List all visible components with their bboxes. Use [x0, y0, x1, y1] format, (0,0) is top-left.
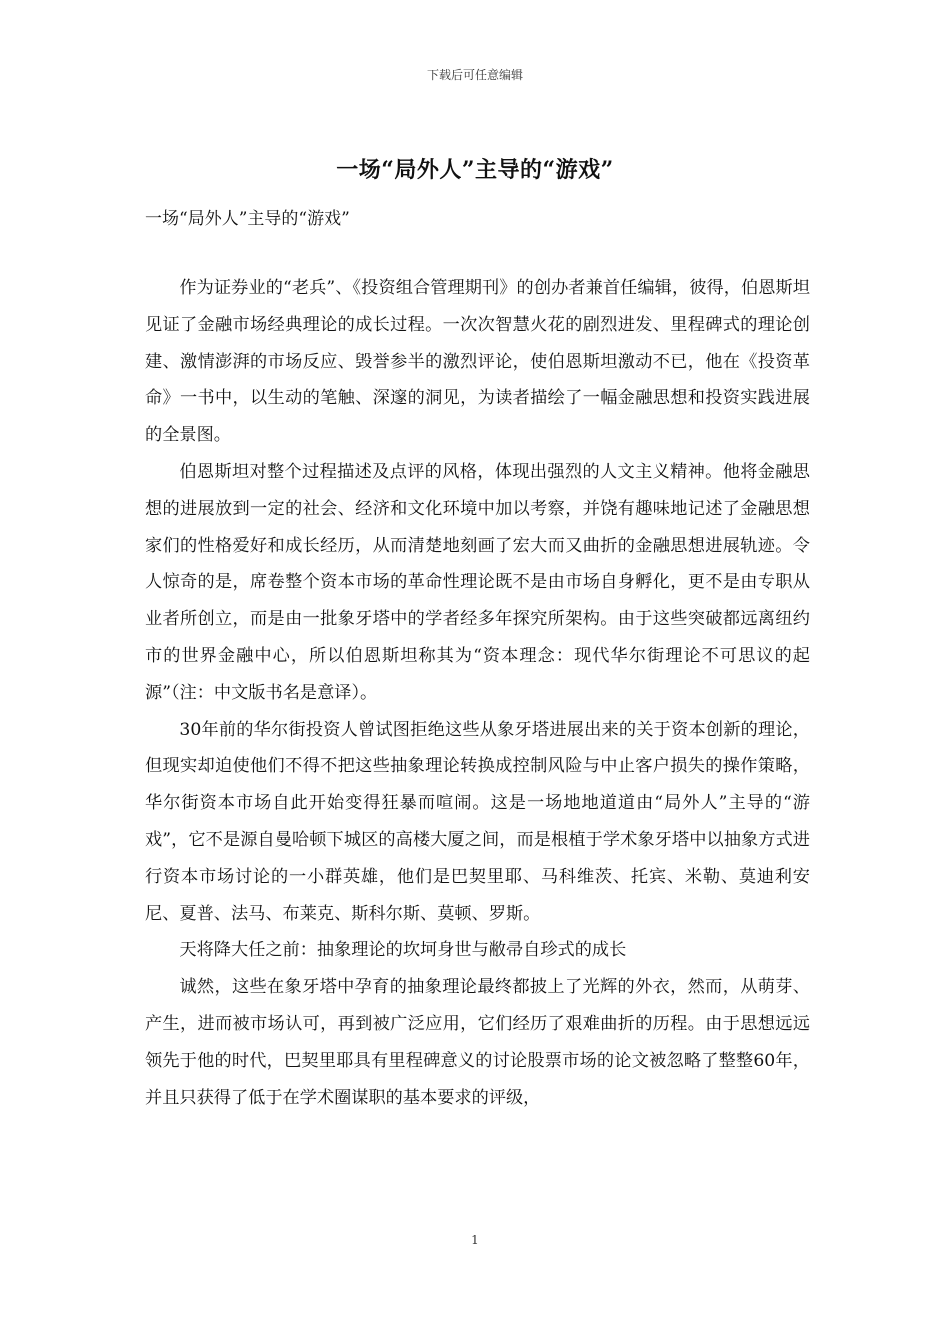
- document-body: [145, 270, 810, 1116]
- page-number: 1: [471, 1233, 479, 1247]
- document-subtitle: 一场“局外人”主导的“游戏”: [145, 209, 350, 229]
- paragraph: 30年前的华尔街投资人曾试图拒绝这些从象牙塔进展出来的关于资本创新的理论，但现实却迫使他们不得不把这些抽象理论转换成控制风险与中止客户损失的操作策略，华尔街资本市场自此开始变得狂暴而喧闹。这是一场地地道道由“局外人”主导的“游戏”，它不是源自曼哈顿下城区的高楼大厦之间，而是根植于学术象牙塔中以抽象方式进行资本市场讨论的一小群英雄，他们是巴契里耶、马科维茨、托宾、米勒、莫迪利安尼、夏普、法马、布莱克、斯科尔斯、莫顿、罗斯。: [145, 719, 810, 924]
- paragraph: 诚然，这些在象牙塔中孕育的抽象理论最终都披上了光辉的外衣，然而，从萌芽、产生，进而被市场认可，再到被广泛应用，它们经历了艰难曲折的历程。由于思想远远领先于他的时代，巴契里耶具有里程碑意义的讨论股票市场的论文被忽略了整整60年，并且只获得了低于在学术圈谋职的基本要求的评级，: [145, 977, 810, 1108]
- document-title: 一场“局外人”主导的“游戏”: [336, 157, 614, 183]
- header-note: 下载后可任意编辑: [426, 68, 523, 82]
- paragraph: 伯恩斯坦对整个过程描述及点评的风格，体现出强烈的人文主义精神。他将金融思想的进展放到一定的社会、经济和文化环境中加以考察，并饶有趣味地记述了金融思想家们的性格爱好和成长经历，从而清楚地刻画了宏大而又曲折的金融思想进展轨迹。令人惊奇的是，席卷整个资本市场的革命性理论既不是由市场自身孵化，更不是由专职从业者所创立，而是由一批象牙塔中的学者经多年探究所架构。由于这些突破都远离纽约市的世界金融中心，所以伯恩斯坦称其为“资本理念：现代华尔街理论不可思议的起源”（注：中文版书名是意译）。: [145, 461, 810, 703]
- section-heading: 天将降大任之前：抽象理论的坎坷身世与敝帚自珍式的成长: [179, 940, 627, 961]
- paragraph: 作为证券业的“老兵”、《投资组合管理期刊》的创办者兼首任编辑，彼得，伯恩斯坦见证了金融市场经典理论的成长过程。一次次智慧火花的剧烈进发、里程碑式的理论创建、激情澎湃的市场反应、毁誉参半的激烈评论，使伯恩斯坦激动不已，他在《投资革命》一书中，以生动的笔触、深邃的洞见，为读者描绘了一幅金融思想和投资实践进展的全景图。: [145, 278, 810, 446]
